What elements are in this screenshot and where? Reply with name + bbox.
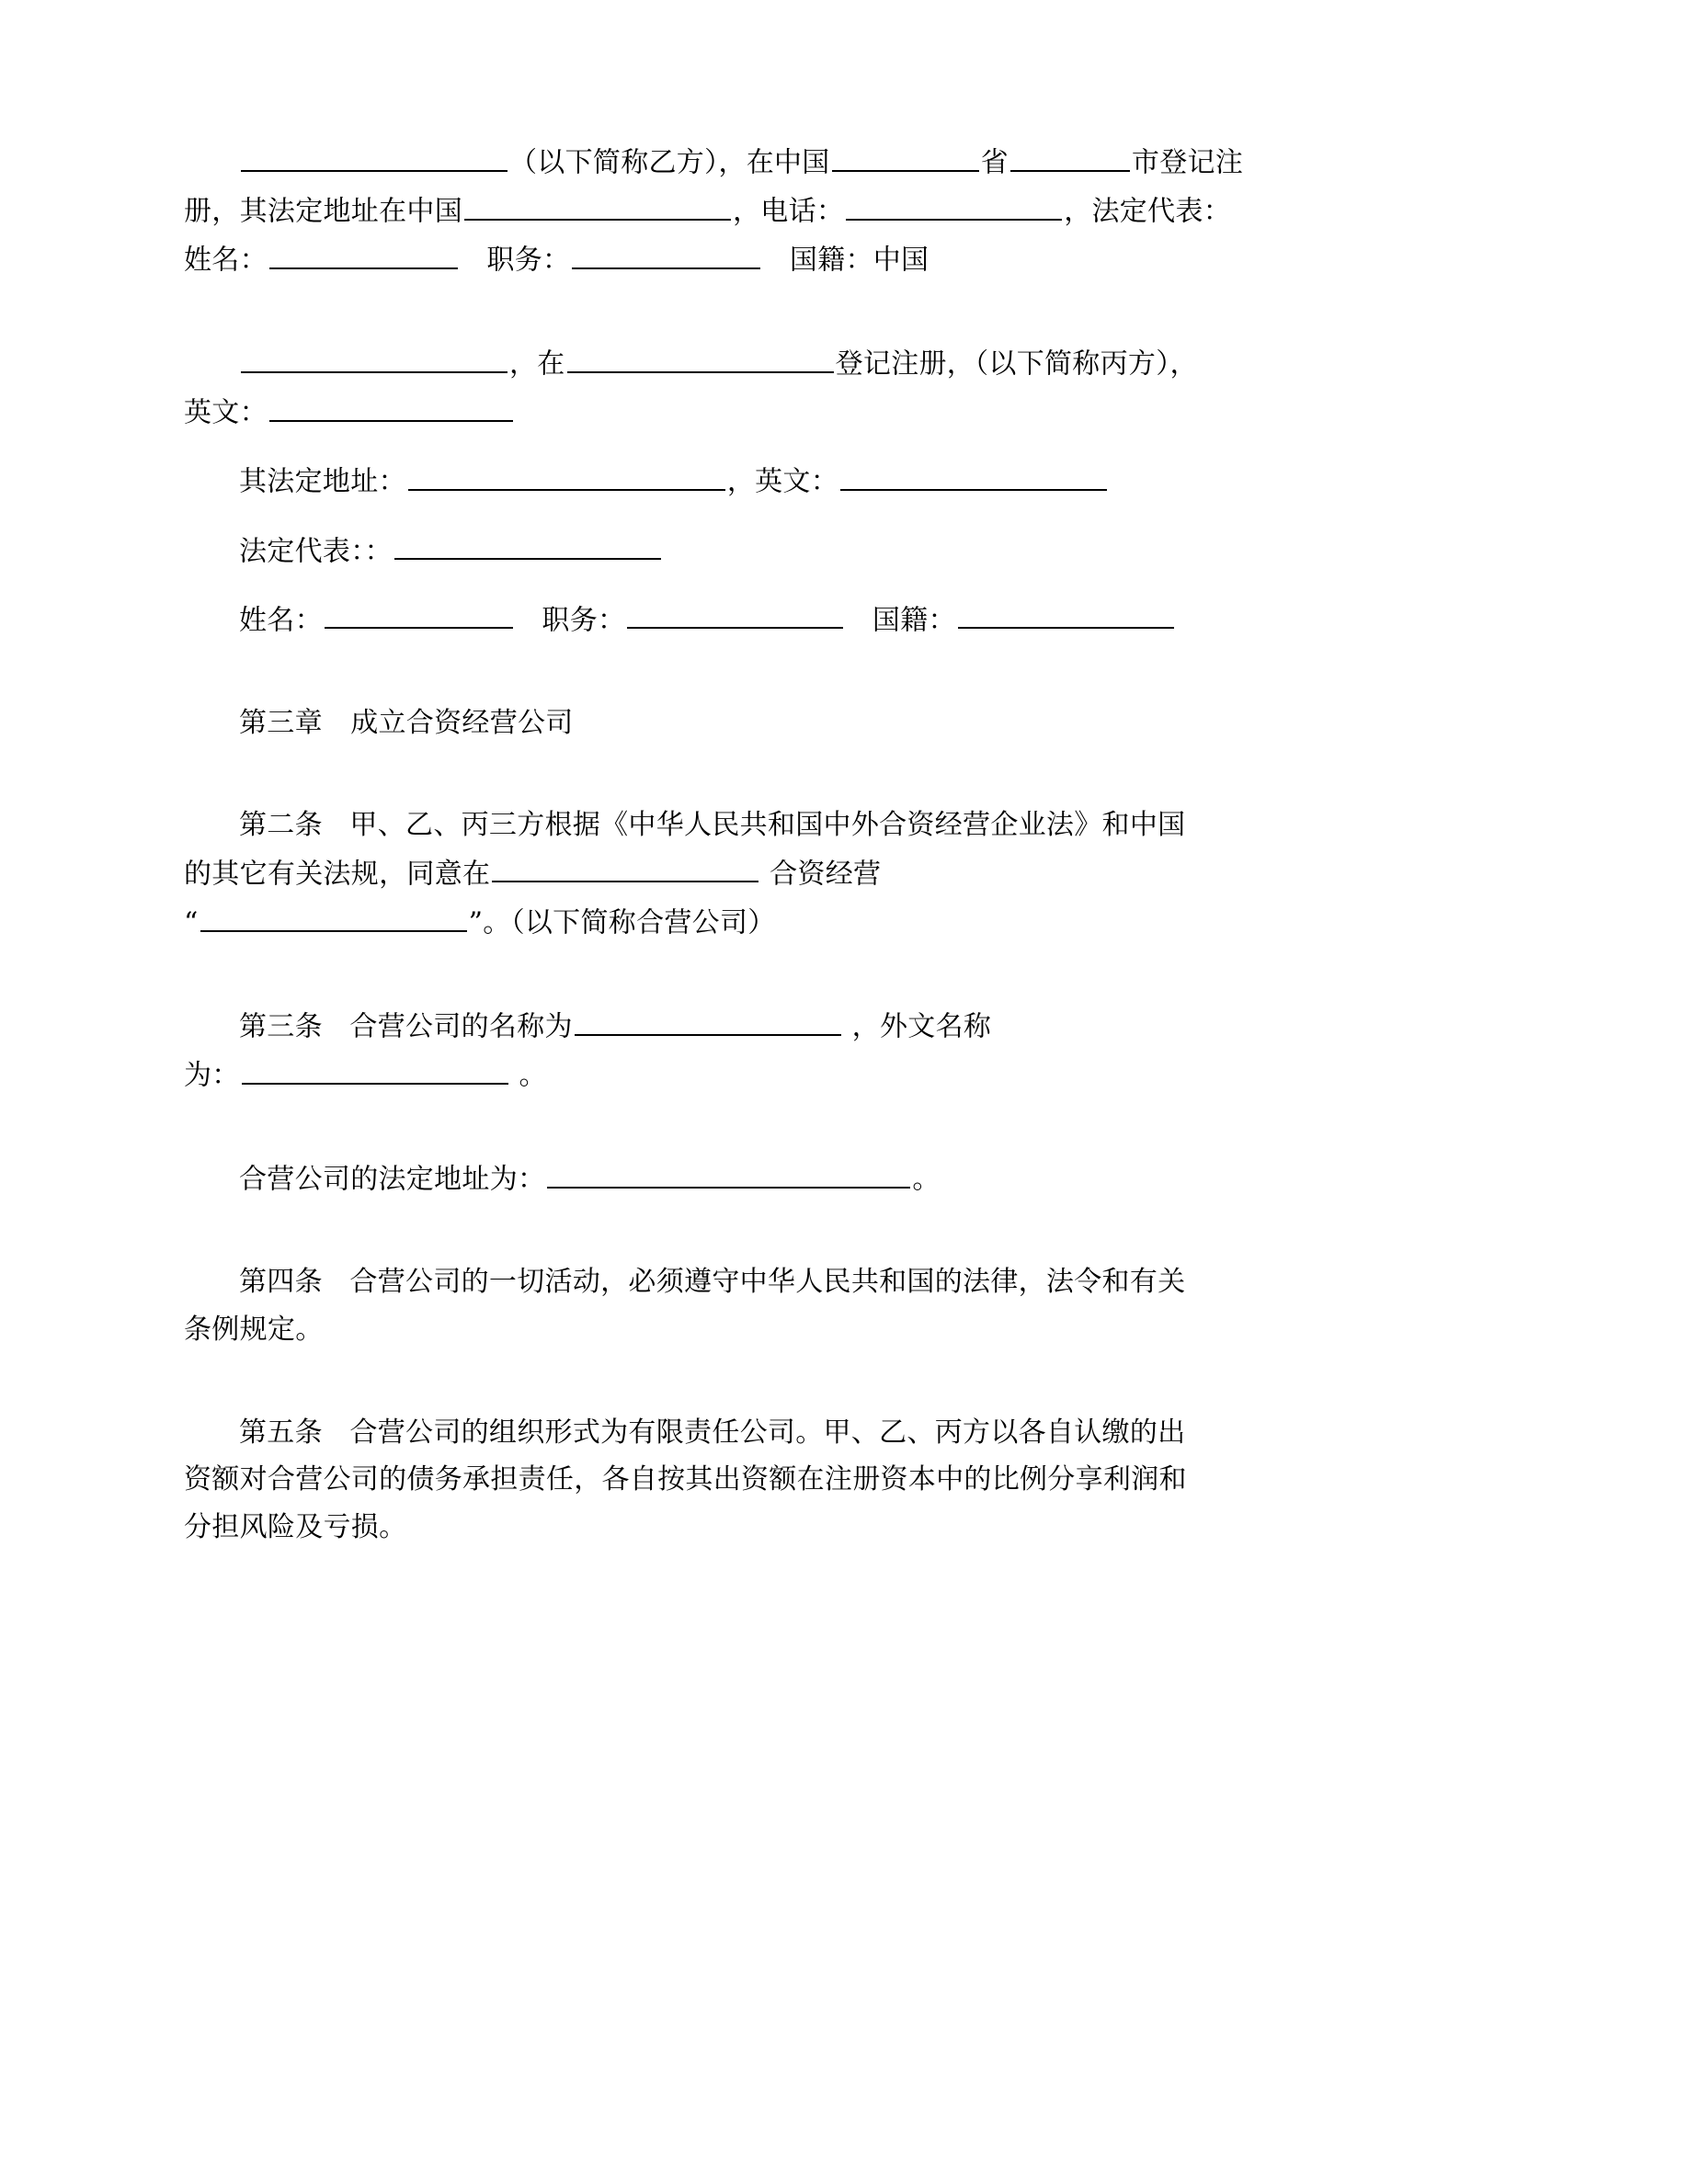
blank-field-party-c-place[interactable] <box>567 339 834 373</box>
article-5-label: 第五条 <box>239 1416 323 1449</box>
blank-field-party-c-rep-name[interactable] <box>325 596 513 630</box>
article-2-line-1 <box>184 802 1504 849</box>
nationality-label-c: 国籍： <box>872 604 956 637</box>
blank-field-jv-name-foreign[interactable] <box>242 1051 508 1085</box>
article-2-line-2 <box>184 849 1504 898</box>
party-c-name-title-nationality-line <box>184 596 1504 644</box>
party-b-paragraph-line-3 <box>184 235 1504 284</box>
at-label: ，在 <box>509 347 565 381</box>
blank-field-jv-location[interactable] <box>492 849 758 883</box>
article-5-line-1 <box>184 1409 1504 1457</box>
article-4-label: 第四条 <box>239 1266 323 1299</box>
blank-field-party-c-name-en[interactable] <box>269 388 513 422</box>
name-label-b: 姓名： <box>184 244 268 277</box>
blank-field-jv-name-cn[interactable] <box>575 1002 841 1036</box>
spacer-3 <box>184 506 1504 527</box>
blank-field-party-c-rep-nationality[interactable] <box>958 596 1174 630</box>
blank-field-party-b-rep-title[interactable] <box>572 235 760 269</box>
blank-field-jv-company-name[interactable] <box>200 898 467 932</box>
article-2-line-3 <box>184 898 1504 947</box>
article-4-line-1 <box>184 1258 1504 1306</box>
blank-field-party-b-address[interactable] <box>464 187 731 221</box>
register-continued-text: 册，其法定地址在中国 <box>184 195 462 228</box>
blank-field-province[interactable] <box>832 138 979 172</box>
spacer-4 <box>184 575 1504 596</box>
spacer-6 <box>184 746 1504 802</box>
spacer-10 <box>184 1354 1504 1409</box>
blank-field-party-b-name[interactable] <box>241 138 508 172</box>
register-label: 登记注册，（以下简称丙方）， <box>835 347 1198 381</box>
spacer-8 <box>184 1099 1504 1155</box>
spacer-2 <box>184 437 1504 457</box>
article-5-line-2: 资额对合营公司的债务承担责任，各自按其出资额在注册资本中的比例分享利润和 <box>184 1463 1187 1496</box>
article-2-text-2b: 合资经营 <box>760 858 882 891</box>
legal-rep-label: ，法定代表： <box>1064 195 1232 228</box>
city-register-text: 市登记注 <box>1131 146 1244 179</box>
article-3-line-2 <box>184 1051 1504 1099</box>
party-b-paragraph-line-1 <box>184 138 1504 187</box>
article-3-label: 第三条 <box>239 1010 323 1043</box>
spacer-5 <box>184 644 1504 700</box>
blank-field-party-c-rep-title[interactable] <box>627 596 843 630</box>
article-3-text-2a: 为： <box>184 1059 240 1092</box>
jv-legal-address-label: 合营公司的法定地址为： <box>239 1163 546 1196</box>
title-label-c: 职务： <box>542 604 626 637</box>
party-c-paragraph-line-1 <box>184 339 1504 388</box>
article-5-line-3: 分担风险及亏损。 <box>184 1510 407 1543</box>
english-label-c2: ，英文： <box>726 465 839 498</box>
article-2-quote-open: “ <box>184 906 199 939</box>
blank-field-party-c-name[interactable] <box>241 339 508 373</box>
blank-field-party-c-address-en[interactable] <box>840 457 1107 491</box>
article-2-label: 第二条 <box>239 809 323 842</box>
title-label-b: 职务： <box>486 244 571 277</box>
article-2-text-3b: ”。（以下简称合营公司） <box>468 906 776 939</box>
article-3-text-1a: 合营公司的名称为 <box>349 1010 573 1043</box>
chapter-three-heading: 第三章 成立合资经营公司 <box>239 706 574 739</box>
name-label-c: 姓名： <box>239 604 323 637</box>
spacer-9 <box>184 1203 1504 1258</box>
phone-label: ，电话： <box>733 195 845 228</box>
article-2-text-1: 甲、乙、丙三方根据《中华人民共和国中外合资经营企业法》和中国 <box>349 809 1186 842</box>
blank-field-party-c-rep[interactable] <box>394 527 661 561</box>
spacer-1 <box>184 284 1504 339</box>
jv-legal-address-line <box>184 1155 1504 1203</box>
nationality-china-label: 国籍：中国 <box>789 244 930 277</box>
blank-field-city[interactable] <box>1010 138 1130 172</box>
article-4-line-2: 条例规定。 <box>184 1314 324 1346</box>
party-b-suffix-text: （以下简称乙方），在中国 <box>509 146 830 179</box>
party-b-paragraph-line-2 <box>184 187 1504 235</box>
english-label-c: 英文： <box>184 396 268 429</box>
party-c-paragraph-line-2 <box>184 388 1504 437</box>
article-4-text-1: 合营公司的一切活动，必须遵守中华人民共和国的法律，法令和有关 <box>349 1266 1186 1299</box>
article-3-text-1b: ，外文名称 <box>842 1010 992 1043</box>
party-c-legal-rep-line <box>184 527 1504 575</box>
blank-field-party-c-address[interactable] <box>408 457 725 491</box>
blank-field-party-b-rep-name[interactable] <box>269 235 458 269</box>
jv-legal-address-period: 。 <box>912 1163 941 1196</box>
blank-field-jv-legal-address[interactable] <box>547 1155 910 1189</box>
party-c-legal-address-line <box>184 457 1504 506</box>
legal-address-label-c: 其法定地址： <box>239 465 406 498</box>
spacer-7 <box>184 947 1504 1002</box>
article-5-text-1: 合营公司的组织形式为有限责任公司。甲、乙、丙方以各自认缴的出 <box>349 1416 1186 1449</box>
blank-field-party-b-phone[interactable] <box>846 187 1062 221</box>
article-3-line-1 <box>184 1002 1504 1051</box>
province-label: 省 <box>980 146 1009 179</box>
article-3-text-2b: 。 <box>509 1059 547 1092</box>
article-2-text-2a: 的其它有关法规，同意在 <box>184 858 491 891</box>
legal-rep-colon-label: 法定代表：： <box>239 535 393 568</box>
document-body <box>184 138 1504 1551</box>
